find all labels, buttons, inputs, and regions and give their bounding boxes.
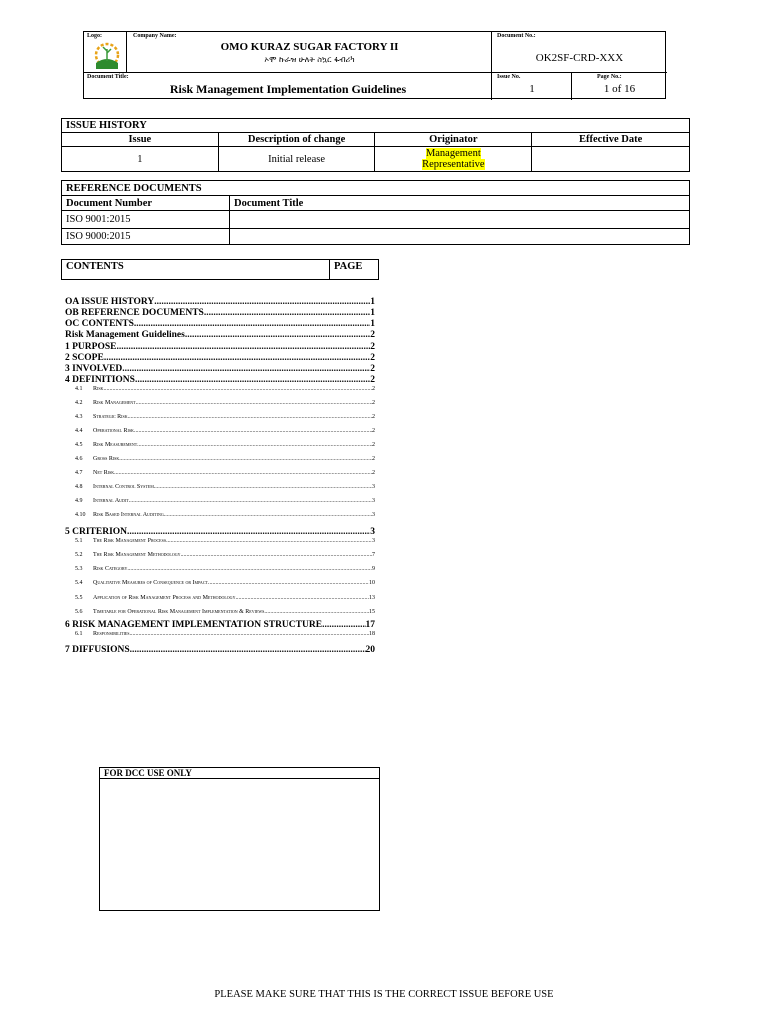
toc-subentry[interactable] (65, 512, 375, 521)
document-number-cell (492, 32, 667, 73)
document-number: OK2SF-CRD-XXX (535, 52, 624, 64)
issue-history-title: ISSUE HISTORY (62, 119, 690, 133)
toc-subentry-label: Internal Control System (93, 484, 154, 490)
toc-entry-label: Risk Management Guidelines (65, 330, 185, 340)
toc-leader-dots (208, 580, 369, 586)
toc-subentry-page: 3 (372, 538, 375, 544)
toc-subentry-label: Risk (93, 386, 104, 392)
originator-cell (375, 147, 532, 172)
toc-subentry-label: The Risk Management Process (93, 538, 167, 544)
toc-entry-label: OC CONTENTS (65, 319, 134, 329)
toc-leader-dots (204, 308, 370, 318)
toc-subentry[interactable] (65, 609, 375, 618)
toc-leader-dots (154, 297, 370, 307)
toc-leader-dots (116, 342, 370, 352)
toc-subentry-page: 18 (369, 631, 375, 637)
toc-subentry-page: 2 (372, 456, 375, 462)
toc-leader-dots (264, 609, 369, 615)
toc-subentry-number: 5.5 (75, 595, 83, 601)
issue-number: 1 (529, 83, 535, 95)
toc-entry-label: 5 CRITERION (65, 527, 128, 537)
document-title-cell (230, 211, 690, 229)
table-row (62, 147, 690, 172)
page-number-cell (572, 73, 667, 100)
toc-subentry-page: 10 (369, 580, 375, 586)
toc-subentry[interactable] (65, 552, 375, 561)
toc-subentry-page: 2 (372, 386, 375, 392)
toc-leader-dots (104, 353, 370, 363)
toc-entry[interactable] (65, 330, 375, 342)
dcc-box (99, 767, 380, 911)
toc-subentry-number: 4.2 (75, 400, 83, 406)
toc-leader-dots (322, 620, 365, 630)
toc-subentry-label: Operational Risk (93, 428, 134, 434)
toc-entry-label: 3 INVOLVED (65, 364, 123, 374)
toc-subentry-number: 4.6 (75, 456, 83, 462)
logo-cell (84, 32, 127, 73)
reference-documents-table (61, 180, 690, 245)
toc-entry-label: OB REFERENCE DOCUMENTS (65, 308, 204, 318)
col-header-document-title: Document Title (230, 196, 690, 211)
toc-subentry[interactable] (65, 414, 375, 423)
toc-subentry-page: 2 (372, 442, 375, 448)
company-cell (127, 32, 492, 73)
issue-cell: 1 (62, 147, 219, 172)
toc-subentry[interactable] (65, 442, 375, 451)
toc-subentry-number: 4.10 (75, 512, 86, 518)
document-number-label: Document No.: (497, 33, 536, 39)
document-title-label: Document Title: (87, 74, 129, 80)
toc-subentry[interactable] (65, 484, 375, 493)
toc-subentry-number: 5.6 (75, 609, 83, 615)
toc-subentry-number: 4.1 (75, 386, 83, 392)
toc-subentry-number: 4.8 (75, 484, 83, 490)
toc-subentry[interactable] (65, 580, 375, 589)
toc-subentry-label: Qualitative Measures of Consequence or Impact (93, 580, 208, 586)
toc-subentry[interactable] (65, 538, 375, 547)
toc-subentry-page: 9 (372, 566, 375, 572)
toc-subentry-number: 4.5 (75, 442, 83, 448)
toc-entry-label: 7 DIFFUSIONS (65, 645, 130, 655)
toc-subentry[interactable] (65, 400, 375, 409)
toc-subentry-label: Risk Measurement (93, 442, 138, 448)
toc-subentry-label: Internal Audit (93, 498, 129, 504)
contents-title: CONTENTS (62, 260, 330, 280)
toc-leader-dots (135, 375, 370, 385)
toc-leader-dots (134, 319, 370, 329)
toc-leader-dots (136, 400, 372, 406)
toc-leader-dots (122, 364, 370, 374)
toc-subentry-page: 2 (372, 470, 375, 476)
toc-subentry-number: 6.1 (75, 631, 83, 637)
toc-leader-dots (137, 442, 372, 448)
toc-entry-page: 2 (370, 375, 375, 385)
col-header-issue: Issue (62, 133, 219, 147)
document-number-cell: ISO 9001:2015 (62, 211, 230, 229)
toc-subentry-number: 5.1 (75, 538, 83, 544)
toc-subentry-number: 4.7 (75, 470, 83, 476)
toc-entry-page: 2 (370, 342, 375, 352)
toc-subentry-page: 2 (372, 428, 375, 434)
document-header (83, 31, 666, 99)
toc-subentry-label: Risk Category (93, 566, 128, 572)
toc-leader-dots (103, 386, 372, 392)
toc-subentry[interactable] (65, 498, 375, 507)
col-header-document-number: Document Number (62, 196, 230, 211)
document-title: Risk Management Implementation Guidelines (169, 82, 407, 96)
toc-entry-label: 6 RISK MANAGEMENT IMPLEMENTATION STRUCTURE (65, 620, 323, 630)
originator-line1: Management (425, 148, 481, 159)
toc-entry-page: 2 (370, 364, 375, 374)
toc-subentry[interactable] (65, 470, 375, 479)
toc-subentry-number: 5.2 (75, 552, 83, 558)
toc-leader-dots (134, 428, 372, 434)
toc-entry-page: 20 (365, 645, 375, 655)
toc-subentry-label: Application of Risk Management Process and Methodology (93, 595, 236, 601)
toc-entry-label: OA ISSUE HISTORY (65, 297, 155, 307)
company-logo (92, 41, 122, 71)
toc-leader-dots (166, 538, 372, 544)
toc-leader-dots (154, 484, 372, 490)
company-name: OMO KURAZ SUGAR FACTORY II (220, 41, 399, 53)
toc-leader-dots (235, 595, 369, 601)
toc-subentry-label: Responsibilities (93, 631, 130, 637)
toc-entry-page: 1 (370, 319, 375, 329)
toc-subentry-number: 4.4 (75, 428, 83, 434)
toc-entry-label: 2 SCOPE (65, 353, 104, 363)
toc-subentry-label: Risk Based Internal Auditing (93, 512, 164, 518)
contents-header-table (61, 259, 379, 280)
dcc-box-title: FOR DCC USE ONLY (100, 768, 379, 779)
company-label: Company Name: (133, 33, 177, 39)
toc-entry-page: 2 (370, 330, 375, 340)
toc-leader-dots (127, 566, 372, 572)
toc-subentry-number: 5.3 (75, 566, 83, 572)
toc-subentry[interactable] (65, 631, 375, 640)
toc-entry-page: 1 (370, 297, 375, 307)
toc-subentry-number: 5.4 (75, 580, 83, 586)
effective-date-cell (532, 147, 690, 172)
logo-label: Logo: (87, 33, 102, 39)
table-row (62, 229, 690, 245)
col-header-description: Description of change (218, 133, 375, 147)
contents-page-label: PAGE (330, 260, 379, 280)
toc-subentry[interactable] (65, 428, 375, 437)
issue-history-table (61, 118, 690, 172)
originator-line2: Representative (422, 159, 485, 170)
toc-leader-dots (127, 527, 370, 537)
page-number: 1 of 16 (603, 83, 636, 95)
toc-subentry-page: 3 (372, 484, 375, 490)
document-title-cell (84, 73, 492, 100)
toc-leader-dots (129, 631, 369, 637)
toc-subentry-page: 13 (369, 595, 375, 601)
toc-entry-page: 2 (370, 353, 375, 363)
toc-subentry-number: 4.3 (75, 414, 83, 420)
toc-leader-dots (185, 330, 370, 340)
toc-subentry-page: 3 (372, 498, 375, 504)
toc-leader-dots (128, 414, 372, 420)
toc-subentry[interactable] (65, 595, 375, 604)
table-row (62, 211, 690, 229)
toc-entry[interactable] (65, 645, 375, 657)
document-number-cell: ISO 9000:2015 (62, 229, 230, 245)
toc-subentry-label: Gross Risk (93, 456, 120, 462)
toc-subentry[interactable] (65, 386, 375, 395)
toc-subentry[interactable] (65, 566, 375, 575)
toc-leader-dots (130, 645, 366, 655)
toc-entry-page: 3 (370, 527, 375, 537)
toc-subentry-label: Timetable for Operational Risk Management Implementation & Reviews (93, 609, 265, 615)
col-header-effective-date: Effective Date (532, 133, 690, 147)
toc-leader-dots (181, 552, 373, 558)
page-number-label: Page No.: (597, 74, 622, 80)
toc-subentry-label: Risk Management (93, 400, 136, 406)
toc-entry-label: 1 PURPOSE (65, 342, 117, 352)
toc-entry-page: 1 (370, 308, 375, 318)
issue-number-label: Issue No. (497, 74, 521, 80)
toc-leader-dots (129, 498, 372, 504)
toc-subentry[interactable] (65, 456, 375, 465)
toc-entry-label: 4 DEFINITIONS (65, 375, 135, 385)
footer-notice: PLEASE MAKE SURE THAT THIS IS THE CORRECT ISSUE BEFORE USE (214, 989, 554, 1000)
toc-subentry-label: Net Risk (93, 470, 115, 476)
toc-subentry-number: 4.9 (75, 498, 83, 504)
reference-documents-title: REFERENCE DOCUMENTS (62, 181, 690, 196)
toc-subentry-page: 2 (372, 400, 375, 406)
toc-subentry-page: 2 (372, 414, 375, 420)
toc-leader-dots (164, 512, 372, 518)
toc-entry-page: 17 (365, 620, 375, 630)
col-header-originator: Originator (375, 133, 532, 147)
toc-subentry-page: 7 (372, 552, 375, 558)
document-title-cell (230, 229, 690, 245)
toc-subentry-page: 3 (372, 512, 375, 518)
toc-leader-dots (114, 470, 372, 476)
issue-number-cell (492, 73, 572, 100)
toc-subentry-label: Strategic Risk (93, 414, 128, 420)
toc-leader-dots (119, 456, 372, 462)
description-cell: Initial release (218, 147, 375, 172)
toc-subentry-page: 15 (369, 609, 375, 615)
company-name-amharic: ኦሞ ኩራዝ ሁለት ስኳር ፋብሪካ (264, 55, 355, 64)
toc-subentry-label: The Risk Management Methodology (93, 552, 181, 558)
